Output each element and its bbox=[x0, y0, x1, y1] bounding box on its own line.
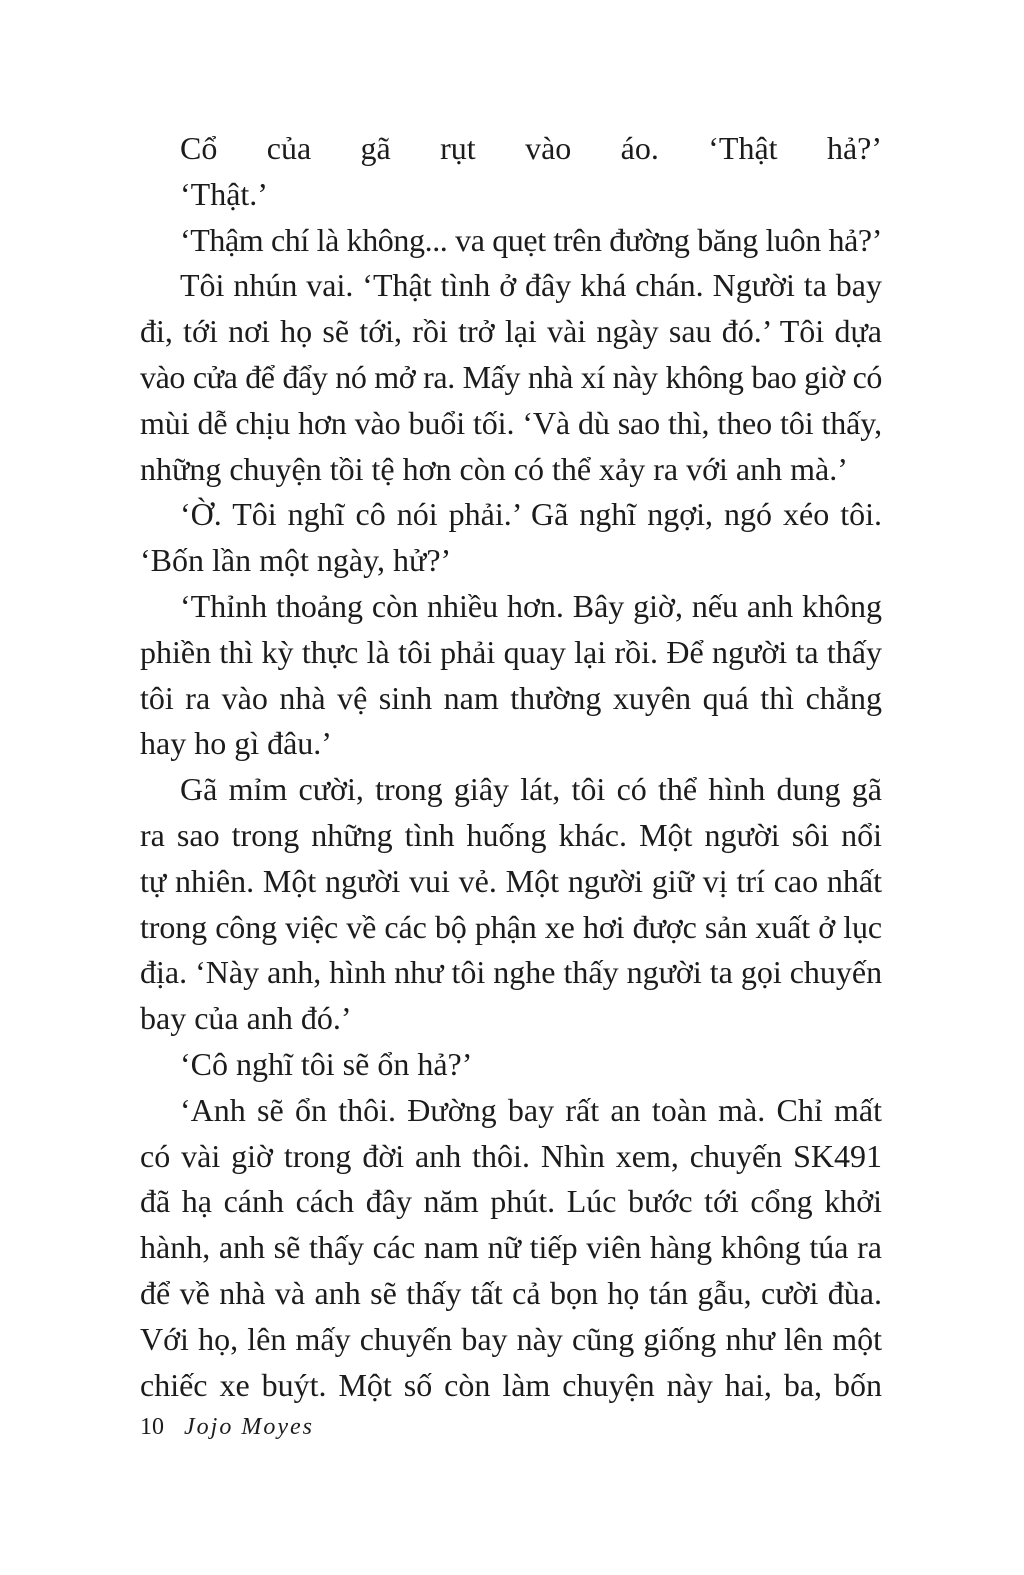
text-line: để về nhà và anh sẽ thấy tất cả bọn họ tán gẫu, cười đùa. bbox=[140, 1274, 882, 1311]
text-line: hay ho gì đâu.’ bbox=[140, 725, 332, 762]
text-line: có vài giờ trong đời anh thôi. Nhìn xem, chuyến SK491 bbox=[140, 1137, 882, 1174]
body-text bbox=[140, 126, 882, 1408]
text-line: hành, anh sẽ thấy các nam nữ tiếp viên hàng không túa ra bbox=[140, 1229, 882, 1266]
text-line: ‘Cô nghĩ tôi sẽ ổn hả?’ bbox=[180, 1045, 473, 1082]
text-line: mùi dễ chịu hơn vào buổi tối. ‘Và dù sao thì, theo tôi thấy, bbox=[140, 404, 882, 441]
text-line: ra sao trong những tình huống khác. Một người sôi nổi bbox=[140, 816, 882, 853]
text-line: địa. ‘Này anh, hình như tôi nghe thấy người ta gọi chuyến bbox=[140, 954, 883, 991]
text-line: ‘Bốn lần một ngày, hử?’ bbox=[140, 542, 452, 579]
page-footer bbox=[140, 1412, 314, 1442]
text-line: ‘Thật.’ bbox=[180, 175, 268, 212]
text-line: đã hạ cánh cách đây năm phút. Lúc bước tới cổng khởi bbox=[140, 1183, 882, 1220]
text-line: Tôi nhún vai. ‘Thật tình ở đây khá chán. Người ta bay bbox=[180, 267, 882, 304]
text-line: ‘Thỉnh thoảng còn nhiều hơn. Bây giờ, nếu anh không bbox=[180, 587, 882, 624]
text-line: Với họ, lên mấy chuyến bay này cũng giống như lên một bbox=[140, 1320, 882, 1357]
text-line: tự nhiên. Một người vui vẻ. Một người giữ vị trí cao nhất bbox=[140, 862, 882, 899]
text-line: chiếc xe buýt. Một số còn làm chuyện này hai, ba, bốn bbox=[140, 1366, 882, 1403]
text-line: ‘Anh sẽ ổn thôi. Đường bay rất an toàn mà. Chỉ mất bbox=[180, 1091, 882, 1128]
text-line: ‘Thậm chí là không... va quẹt trên đường băng luôn hả?’ bbox=[180, 221, 882, 258]
text-line: Cổ của gã rụt vào áo. ‘Thật hả?’ bbox=[180, 130, 882, 166]
text-line: vào cửa để đẩy nó mở ra. Mấy nhà xí này không bao giờ có bbox=[140, 358, 882, 395]
page-number: 10 bbox=[140, 1414, 164, 1440]
text-line: trong công việc về các bộ phận xe hơi được sản xuất ở lục bbox=[140, 908, 882, 945]
text-line: những chuyện tồi tệ hơn còn có thể xảy ra với anh mà.’ bbox=[140, 450, 848, 487]
text-line: đi, tới nơi họ sẽ tới, rồi trở lại vài ngày sau đó.’ Tôi dựa bbox=[140, 313, 882, 350]
text-line: tôi ra vào nhà vệ sinh nam thường xuyên quá thì chẳng bbox=[140, 679, 882, 716]
text-line: Gã mỉm cười, trong giây lát, tôi có thể hình dung gã bbox=[180, 771, 882, 808]
text-line: phiền thì kỳ thực là tôi phải quay lại rồi. Để người ta thấy bbox=[140, 633, 882, 670]
text-line: bay của anh đó.’ bbox=[140, 1000, 352, 1037]
running-author: Jojo Moyes bbox=[184, 1414, 314, 1440]
text-line: ‘Ờ. Tôi nghĩ cô nói phải.’ Gã nghĩ ngợi, ngó xéo tôi. bbox=[180, 496, 882, 533]
